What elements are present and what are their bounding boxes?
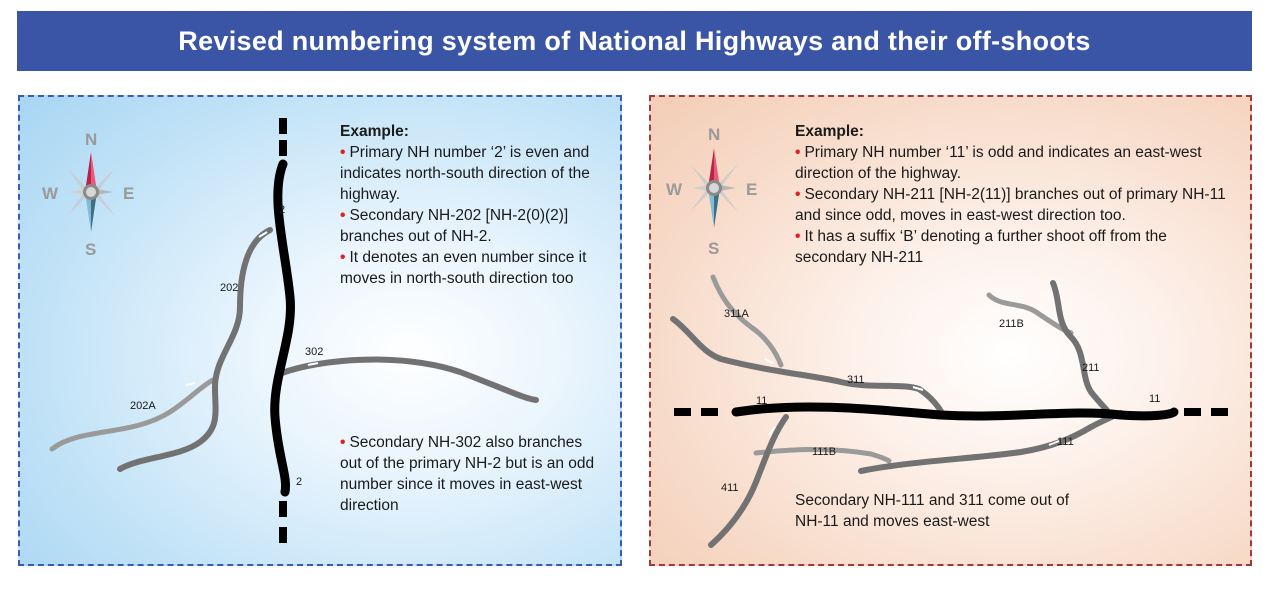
bullet-item: • Secondary NH-202 [NH-2(0)(2)] branches out of NH-2. [340, 207, 569, 245]
road-label-nh111: 111 [1057, 436, 1074, 448]
road-nh2-dash-bot1 [279, 501, 287, 517]
example-heading: Example: [795, 123, 864, 140]
road-nh211 [1053, 283, 1111, 415]
right-bottom-text: Secondary NH-111 and 311 come out of NH-11 and moves east-west [795, 492, 1069, 530]
road-label-nh2-bottom: 2 [296, 476, 303, 488]
compass-south-label: S [85, 240, 97, 259]
compass-north-label: N [708, 125, 721, 144]
bullet-item: • Secondary NH-211 [NH-2(11)] branches out of primary NH-11 and since odd, moves in east-west direction too. [795, 186, 1226, 224]
left-example-text [340, 121, 608, 289]
right-panel-east-west [649, 95, 1252, 566]
road-nh411 [711, 417, 786, 545]
road-nh302 [282, 360, 536, 400]
road-label-nh11-right: 11 [1149, 393, 1161, 405]
road-nh2-dash-bot2 [279, 527, 287, 543]
bullet-item: • It denotes an even number since it moves in north-south direction too [340, 249, 587, 287]
bullet-item: • Secondary NH-302 also branches out of the primary NH-2 but is an odd number since it moves in east-west direction [340, 434, 595, 514]
left-bottom-text [340, 432, 602, 516]
road-nh202a [52, 380, 213, 449]
compass-west-label: W [666, 180, 683, 199]
bullet-item: • Primary NH number ‘11’ is odd and indicates an east-west direction of the highway. [795, 144, 1202, 182]
road-nh11-dash-right2 [1211, 408, 1228, 416]
compass-north-label: N [85, 130, 98, 149]
road-label-nh11-left: 11 [756, 395, 768, 407]
road-label-nh211b: 211B [999, 318, 1024, 330]
road-label-nh311: 311 [847, 374, 865, 386]
road-label-nh2-top: 2 [279, 204, 286, 216]
road-label-nh202a: 202A [130, 400, 156, 412]
compass-rose-icon [690, 148, 738, 228]
bullet-item: • Primary NH number ‘2’ is even and indicates north-south direction of the highway. [340, 144, 590, 203]
road-label-nh411: 411 [721, 482, 739, 494]
road-nh11-dash-left1 [674, 408, 691, 416]
road-nh11-dash-left2 [701, 408, 718, 416]
page-title: Revised numbering system of National Highways and their off-shoots [178, 25, 1091, 56]
road-nh311a [713, 277, 781, 365]
example-heading: Example: [340, 123, 409, 140]
title-banner [17, 11, 1252, 71]
road-nh311 [673, 319, 943, 415]
compass-west-label: W [42, 184, 59, 203]
road-label-nh202: 202 [220, 282, 239, 294]
road-label-nh211: 211 [1082, 362, 1100, 374]
compass-east-label: E [746, 180, 758, 199]
road-nh2-dash-top2 [279, 140, 287, 156]
bullet-item: • It has a suffix ‘B’ denoting a further shoot off from the secondary NH-211 [795, 228, 1167, 266]
road-label-nh302: 302 [305, 346, 324, 358]
road-nh11-dash-right1 [1184, 408, 1201, 416]
right-example-text [795, 121, 1235, 268]
road-nh202 [120, 230, 270, 469]
compass-rose-icon [67, 152, 115, 232]
road-label-nh111b: 111B [812, 446, 837, 458]
compass-east-label: E [123, 184, 135, 203]
road-nh2-dash-top1 [279, 118, 287, 134]
road-label-nh311a: 311A [724, 308, 749, 320]
left-panel-north-south [18, 95, 622, 566]
compass-south-label: S [708, 239, 720, 258]
road-nh111 [861, 413, 1121, 471]
